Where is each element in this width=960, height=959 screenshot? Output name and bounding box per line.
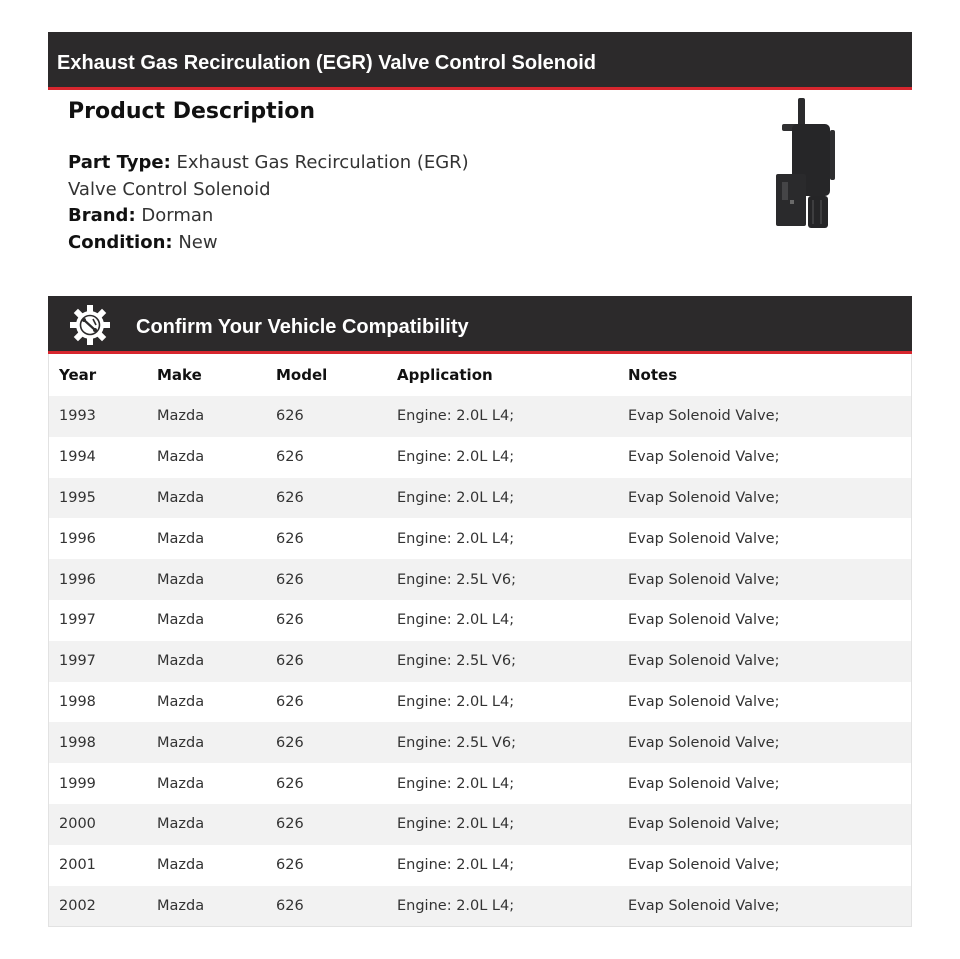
compatibility-banner (48, 296, 912, 354)
table-row (49, 763, 911, 804)
cell-year: 2000 (59, 816, 96, 833)
table-row (49, 478, 911, 519)
cell-year: 2002 (59, 897, 96, 914)
part-type-line (68, 150, 488, 203)
brand-line (68, 203, 488, 230)
table-row (49, 641, 911, 682)
table-header-row (49, 354, 911, 396)
cell-year: 1995 (59, 489, 96, 506)
cell-notes: Evap Solenoid Valve; (628, 693, 780, 710)
cell-notes: Evap Solenoid Valve; (628, 775, 780, 792)
cell-year: 1997 (59, 612, 96, 629)
table-row (49, 600, 911, 641)
cell-notes: Evap Solenoid Valve; (628, 897, 780, 914)
cell-make: Mazda (157, 693, 205, 710)
cell-year: 1996 (59, 571, 96, 588)
cell-application: Engine: 2.0L L4; (397, 449, 515, 466)
column-model: Model (276, 366, 328, 384)
condition-line (68, 230, 488, 257)
product-image (774, 96, 864, 230)
product-description (68, 96, 488, 256)
cell-model: 626 (276, 408, 304, 425)
cell-application: Engine: 2.0L L4; (397, 775, 515, 792)
condition-label: Condition: (68, 231, 173, 253)
cell-application: Engine: 2.0L L4; (397, 612, 515, 629)
table-row (49, 396, 911, 437)
cell-application: Engine: 2.0L L4; (397, 857, 515, 874)
table-row (49, 886, 911, 927)
cell-make: Mazda (157, 857, 205, 874)
description-heading: Product Description (68, 99, 316, 124)
column-application: Application (397, 366, 493, 384)
cell-notes: Evap Solenoid Valve; (628, 816, 780, 833)
brand-value: Dorman (141, 205, 214, 226)
cell-notes: Evap Solenoid Valve; (628, 857, 780, 874)
cell-model: 626 (276, 816, 304, 833)
cell-model: 626 (276, 897, 304, 914)
cell-application: Engine: 2.5L V6; (397, 571, 516, 588)
cell-year: 1997 (59, 653, 96, 670)
cell-application: Engine: 2.0L L4; (397, 489, 515, 506)
cell-make: Mazda (157, 734, 205, 751)
table-row (49, 845, 911, 886)
column-notes: Notes (628, 366, 678, 384)
cell-notes: Evap Solenoid Valve; (628, 408, 780, 425)
cell-notes: Evap Solenoid Valve; (628, 653, 780, 670)
cell-year: 1993 (59, 408, 96, 425)
cell-notes: Evap Solenoid Valve; (628, 449, 780, 466)
cell-make: Mazda (157, 449, 205, 466)
condition-value: New (178, 231, 218, 253)
cell-make: Mazda (157, 408, 205, 425)
cell-make: Mazda (157, 612, 205, 629)
cell-year: 1994 (59, 449, 96, 466)
table-row (49, 518, 911, 559)
table-row (49, 559, 911, 600)
cell-notes: Evap Solenoid Valve; (628, 734, 780, 751)
cell-application: Engine: 2.0L L4; (397, 693, 515, 710)
cell-make: Mazda (157, 653, 205, 670)
column-year: Year (59, 366, 97, 384)
cell-year: 2001 (59, 857, 96, 874)
cell-model: 626 (276, 530, 304, 547)
table-row (49, 437, 911, 478)
cell-notes: Evap Solenoid Valve; (628, 612, 780, 629)
table-row (49, 722, 911, 763)
cell-model: 626 (276, 775, 304, 792)
cell-model: 626 (276, 693, 304, 710)
cell-make: Mazda (157, 489, 205, 506)
cell-application: Engine: 2.0L L4; (397, 816, 515, 833)
cell-year: 1998 (59, 693, 96, 710)
cell-application: Engine: 2.5L V6; (397, 653, 516, 670)
cell-make: Mazda (157, 571, 205, 588)
cell-year: 1996 (59, 530, 96, 547)
cell-application: Engine: 2.0L L4; (397, 408, 515, 425)
cell-model: 626 (276, 653, 304, 670)
product-title: Exhaust Gas Recirculation (EGR) Valve Control Solenoid (57, 52, 597, 74)
gear-car-icon (69, 304, 111, 346)
cell-make: Mazda (157, 897, 205, 914)
cell-make: Mazda (157, 530, 205, 547)
cell-year: 1999 (59, 775, 96, 792)
table-row (49, 804, 911, 845)
cell-model: 626 (276, 734, 304, 751)
compatibility-table (48, 354, 912, 927)
cell-make: Mazda (157, 775, 205, 792)
cell-model: 626 (276, 612, 304, 629)
cell-notes: Evap Solenoid Valve; (628, 530, 780, 547)
cell-notes: Evap Solenoid Valve; (628, 571, 780, 588)
title-banner (48, 32, 912, 90)
column-make: Make (157, 366, 202, 384)
table-row (49, 682, 911, 723)
cell-notes: Evap Solenoid Valve; (628, 489, 780, 506)
cell-application: Engine: 2.5L V6; (397, 734, 516, 751)
brand-label: Brand: (68, 205, 136, 226)
part-type-label: Part Type: (68, 152, 171, 173)
part-type-value: Exhaust Gas Recirculation (EGR) Valve Control Solenoid (68, 152, 469, 200)
cell-model: 626 (276, 857, 304, 874)
compatibility-title: Confirm Your Vehicle Compatibility (136, 316, 469, 338)
cell-model: 626 (276, 449, 304, 466)
cell-make: Mazda (157, 816, 205, 833)
cell-application: Engine: 2.0L L4; (397, 897, 515, 914)
cell-model: 626 (276, 489, 304, 506)
cell-model: 626 (276, 571, 304, 588)
cell-year: 1998 (59, 734, 96, 751)
cell-application: Engine: 2.0L L4; (397, 530, 515, 547)
